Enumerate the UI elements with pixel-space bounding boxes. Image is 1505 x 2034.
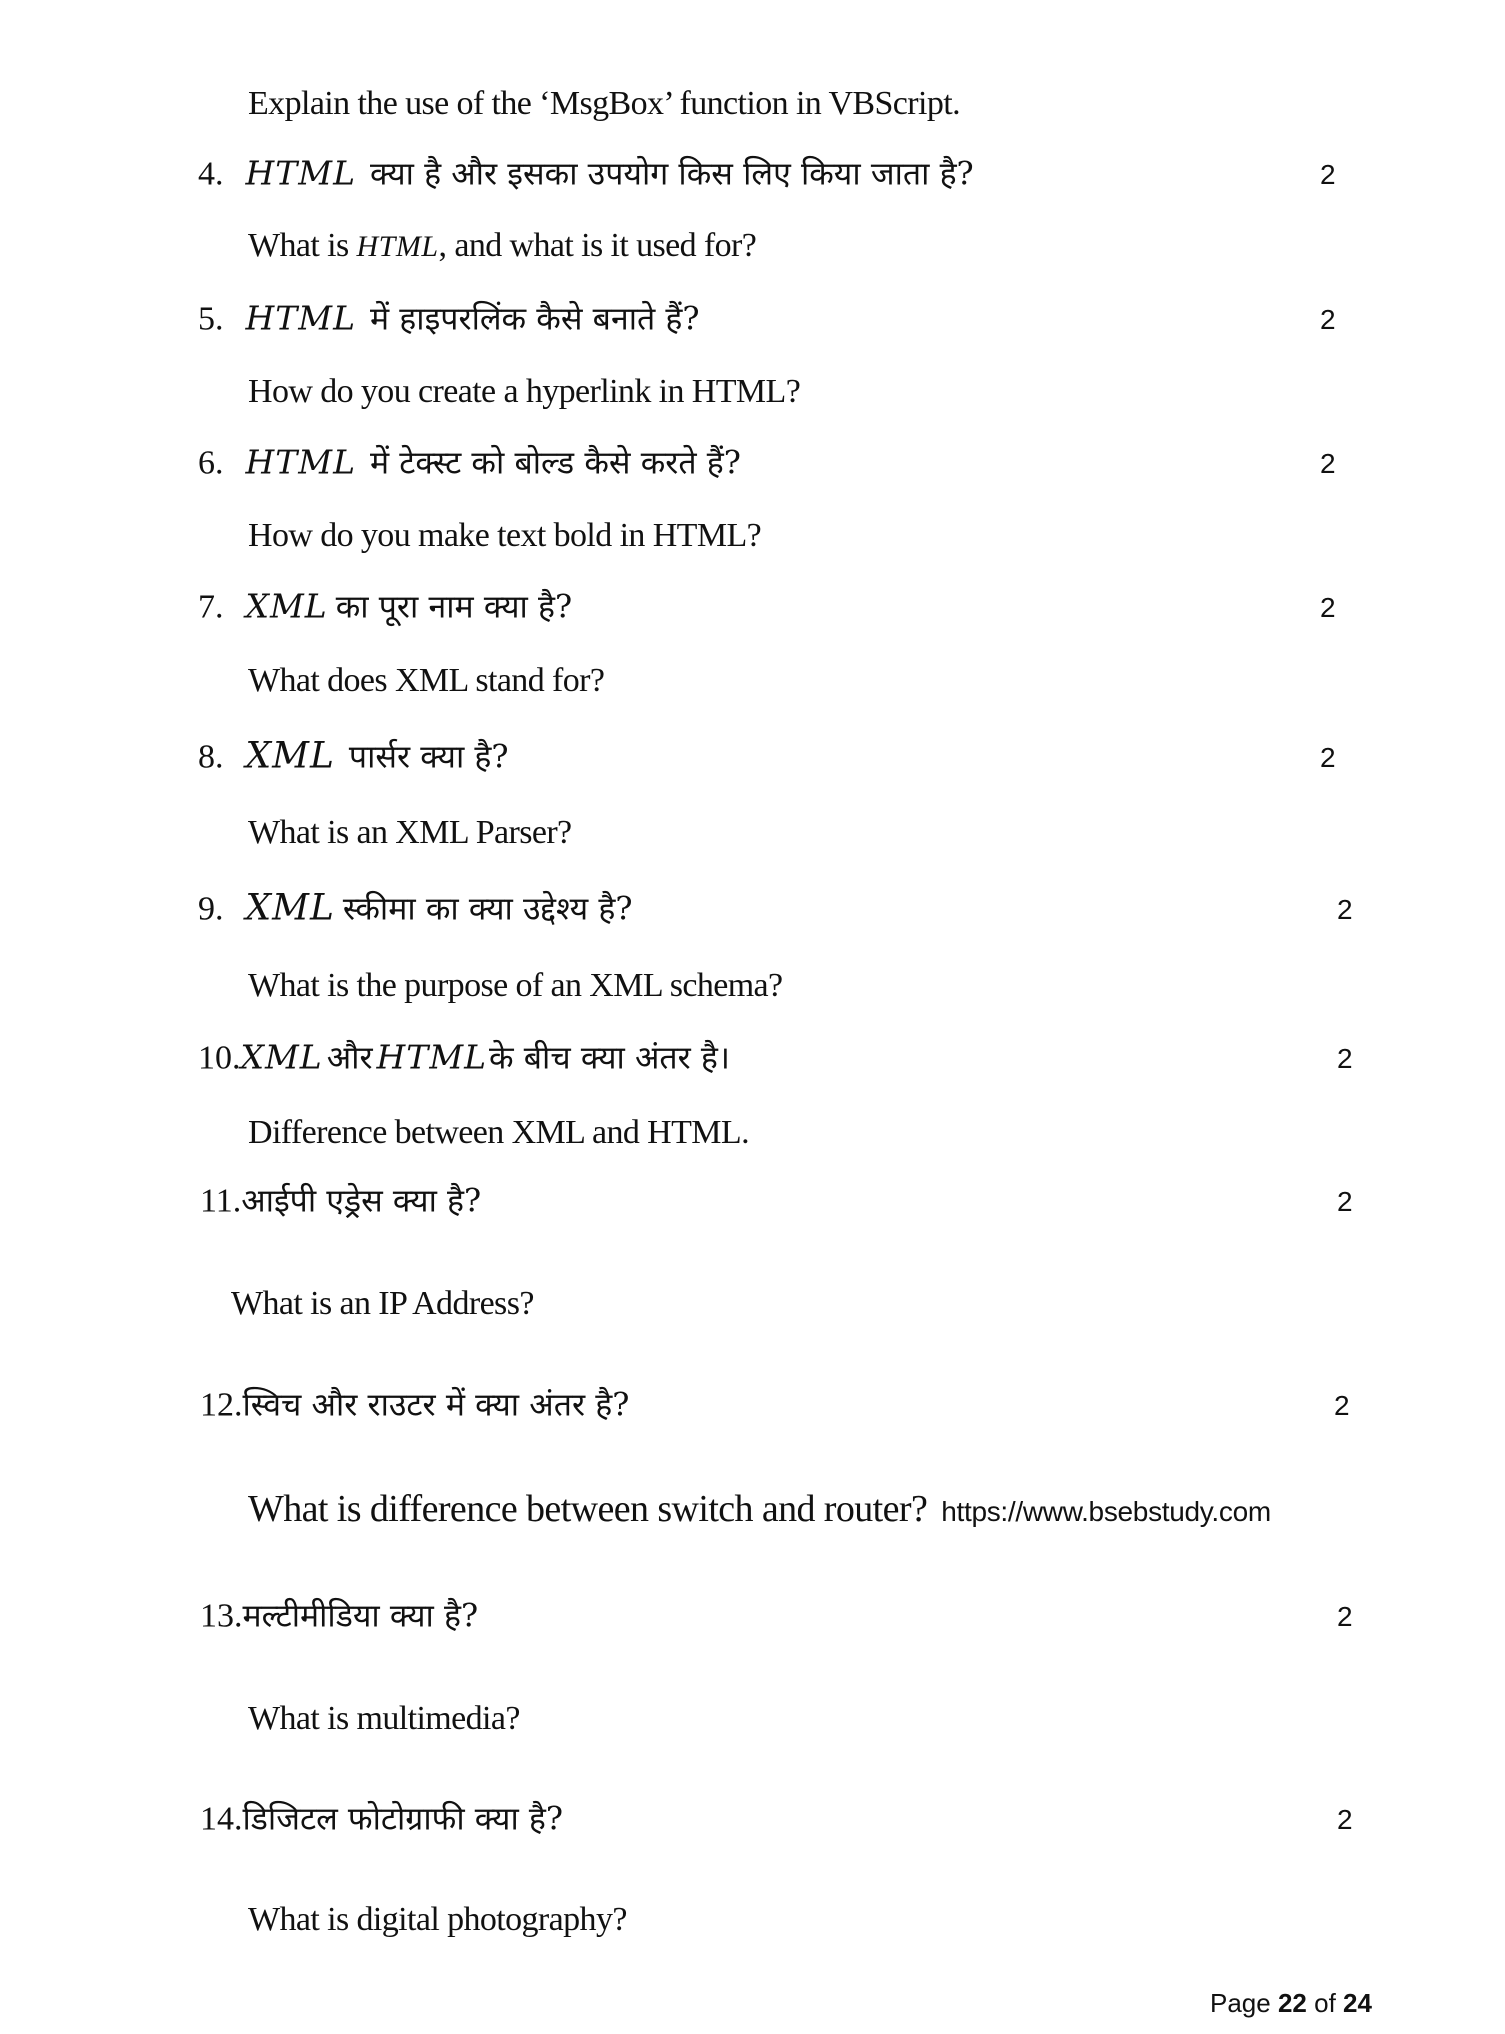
question-13-english: What is multimedia? — [248, 1700, 520, 1737]
question-number: 6. — [198, 444, 224, 482]
question-9-english: What is the purpose of an XML schema? — [248, 967, 783, 1004]
question-14-english: What is digital photography? — [248, 1901, 627, 1938]
question-7-hindi — [198, 585, 572, 628]
question-13-marks: 2 — [1337, 1601, 1353, 1632]
code-term: XML — [245, 586, 328, 626]
question-number: 14. — [200, 1800, 243, 1838]
question-8-hindi — [198, 735, 509, 778]
question-number: 9. — [198, 890, 224, 928]
hindi-text: और — [326, 1038, 373, 1077]
page-number — [1210, 1988, 1372, 2019]
question-12-marks: 2 — [1334, 1390, 1350, 1421]
question-10-hindi — [198, 1036, 730, 1079]
question-4-hindi — [198, 152, 974, 195]
hindi-text: के बीच क्या अंतर है। — [489, 1038, 731, 1077]
question-number: 10. — [198, 1039, 241, 1077]
hindi-text: क्या है और इसका उपयोग किस लिए किया जाता है? — [370, 154, 974, 193]
of-label: of — [1314, 1988, 1336, 2018]
question-11-marks: 2 — [1337, 1186, 1353, 1217]
code-term: HTML — [376, 1037, 488, 1077]
page-total: 24 — [1343, 1988, 1372, 2018]
question-4-english — [248, 227, 756, 265]
question-6-marks: 2 — [1320, 448, 1336, 479]
hindi-text: डिजिटल फोटोग्राफी क्या है? — [242, 1799, 564, 1838]
page-current: 22 — [1277, 1988, 1307, 2018]
code-term: HTML — [245, 298, 356, 338]
question-number: 4. — [198, 155, 224, 193]
question-7-marks: 2 — [1320, 592, 1336, 623]
watermark-url: https://www.bsebstudy.com — [941, 1496, 1271, 1527]
question-number: 13. — [200, 1597, 243, 1635]
code-term: XML — [245, 735, 335, 777]
hindi-text: आईपी एड्रेस क्या है? — [241, 1181, 482, 1220]
question-number: 12. — [200, 1386, 243, 1424]
question-13-hindi — [200, 1594, 478, 1637]
question-7-english: What does XML stand for? — [248, 662, 605, 699]
question-10-english: Difference between XML and HTML. — [248, 1114, 749, 1151]
code-term: XML — [240, 1037, 323, 1077]
code-term: HTML — [356, 230, 439, 263]
question-number: 7. — [198, 588, 224, 626]
code-term: HTML — [245, 153, 356, 193]
question-6-english: How do you make text bold in HTML? — [248, 517, 762, 554]
question-9-marks: 2 — [1337, 894, 1353, 925]
hindi-text: स्विच और राउटर में क्या अंतर है? — [242, 1385, 630, 1424]
question-11-hindi — [200, 1179, 481, 1222]
question-number: 8. — [198, 738, 224, 776]
hindi-text: स्कीमा का क्या उद्देश्य है? — [342, 889, 633, 928]
question-12-hindi — [200, 1383, 629, 1426]
question-10-marks: 2 — [1337, 1043, 1353, 1074]
code-term: XML — [245, 887, 335, 929]
english-text: , and what is it used for? — [438, 227, 757, 264]
question-4-marks: 2 — [1320, 159, 1336, 190]
hindi-text: पार्सर क्या है? — [348, 737, 509, 776]
question-6-hindi — [198, 441, 741, 484]
hindi-text: मल्टीमीडिया क्या है? — [242, 1596, 479, 1635]
question-9-hindi — [198, 887, 633, 930]
question-14-marks: 2 — [1337, 1804, 1353, 1835]
question-8-english: What is an XML Parser? — [248, 814, 572, 851]
question-11-english: What is an IP Address? — [231, 1285, 534, 1322]
question-5-hindi — [198, 297, 700, 340]
hindi-text: में टेक्स्ट को बोल्ड कैसे करते हैं? — [370, 443, 741, 482]
question-number: 11. — [200, 1182, 242, 1220]
question-14-hindi — [200, 1797, 563, 1840]
hindi-text: का पूरा नाम क्या है? — [335, 587, 573, 626]
hindi-text: में हाइपरलिंक कैसे बनाते हैं? — [370, 299, 700, 338]
code-term: HTML — [245, 442, 356, 482]
question-3-english: Explain the use of the ‘MsgBox’ function in VBScript. — [248, 85, 961, 122]
page-label: Page — [1210, 1988, 1271, 2018]
question-number: 5. — [198, 300, 224, 338]
english-text: What is — [248, 227, 357, 264]
question-12-english — [248, 1487, 1271, 1531]
question-5-marks: 2 — [1320, 304, 1336, 335]
english-text: What is difference between switch and router? — [248, 1488, 928, 1530]
question-5-english: How do you create a hyperlink in HTML? — [248, 373, 801, 410]
question-8-marks: 2 — [1320, 742, 1336, 773]
